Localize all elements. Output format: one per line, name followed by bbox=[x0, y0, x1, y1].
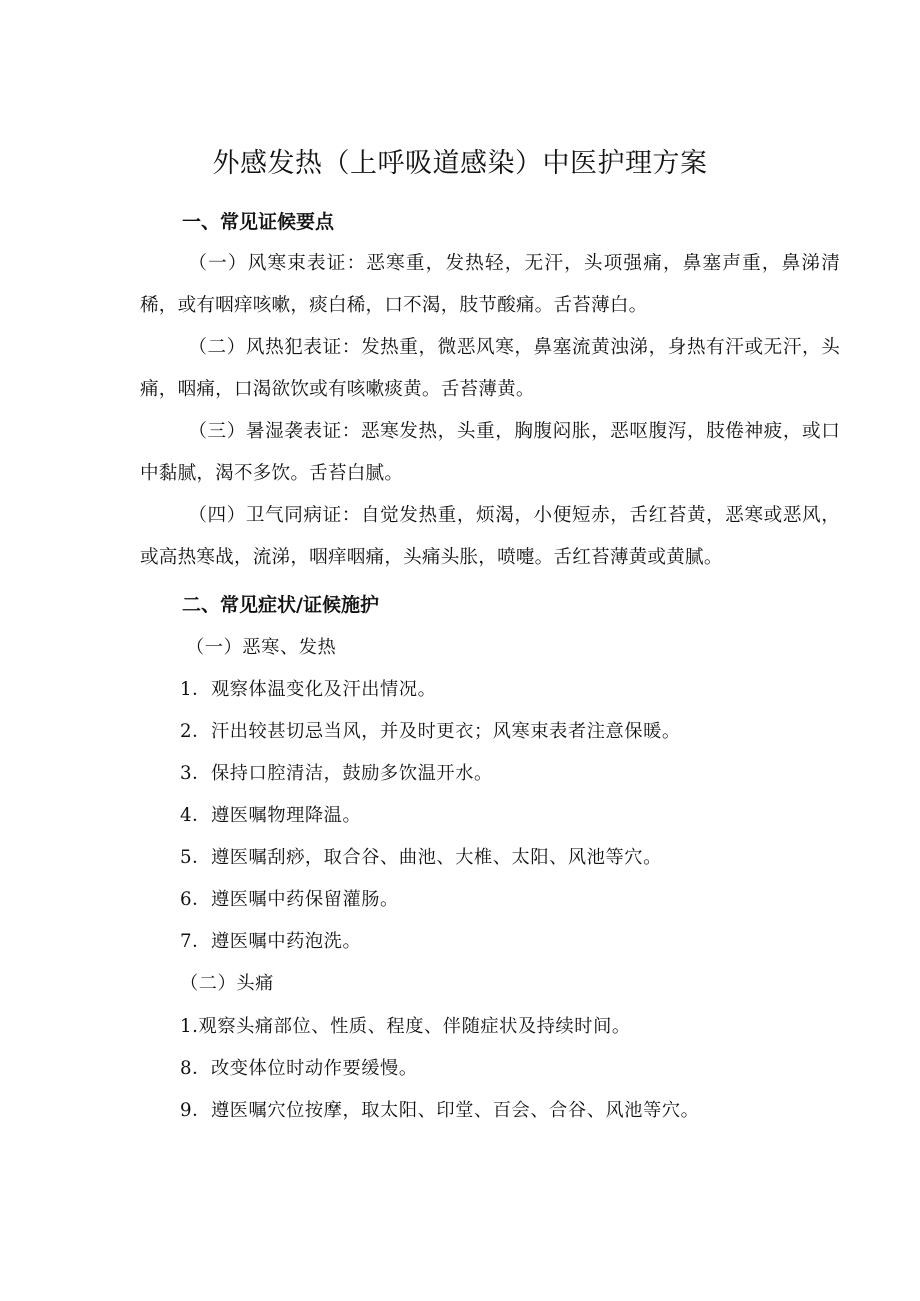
list-item: 2．汗出较甚切忌当风，并及时更衣；风寒束表者注意保暖。 bbox=[180, 721, 681, 742]
document-title: 外感发热（上呼吸道感染）中医护理方案 bbox=[212, 148, 708, 179]
list-item: 3．保持口腔清洁，鼓励多饮温开水。 bbox=[180, 763, 493, 784]
section-heading-nursing-care: 二、常见症状/证候施护 bbox=[182, 594, 379, 616]
list-item: 8．改变体位时动作要缓慢。 bbox=[180, 1058, 418, 1079]
syndrome-paragraph-1: （一）风寒束表证：恶寒重，发热轻，无汗，头项强痛，鼻塞声重，鼻涕清稀，或有咽痒咳嗽，痰白稀，口不渴，肢节酸痛。舌苔薄白。 bbox=[140, 253, 840, 316]
subsection-label-chills-fever: （一）恶寒、发热 bbox=[186, 637, 337, 658]
list-item: 9．遵医嘱穴位按摩，取太阳、印堂、百会、合谷、风池等穴。 bbox=[180, 1100, 700, 1121]
list-item: 7．遵医嘱中药泡洗。 bbox=[180, 931, 362, 952]
subsection-label-headache: （二）头痛 bbox=[180, 973, 274, 994]
list-item: 5．遵医嘱刮痧，取合谷、曲池、大椎、太阳、风池等穴。 bbox=[180, 847, 662, 868]
list-item: 4．遵医嘱物理降温。 bbox=[180, 805, 362, 826]
syndrome-paragraph-4: （四）卫气同病证：自觉发热重，烦渴，小便短赤，舌红苔黄，恶寒或恶风，或高热寒战，流涕，咽痒咽痛，头痛头胀，喷嚏。舌红苔薄黄或黄腻。 bbox=[140, 505, 840, 568]
list-item: 6．遵医嘱中药保留灌肠。 bbox=[180, 889, 399, 910]
list-item: 1.观察头痛部位、性质、程度、伴随症状及持续时间。 bbox=[180, 1016, 631, 1037]
section-heading-common-syndromes: 一、常见证候要点 bbox=[182, 211, 335, 233]
list-item: 1．观察体温变化及汗出情况。 bbox=[180, 679, 437, 700]
syndrome-paragraph-3: （三）暑湿袭表证：恶寒发热，头重，胸腹闷胀，恶呕腹泻，肢倦神疲，或口中黏腻，渴不多饮。舌苔白腻。 bbox=[140, 421, 840, 484]
syndrome-paragraph-2: （二）风热犯表证：发热重，微恶风寒，鼻塞流黄浊涕，身热有汗或无汗，头痛，咽痛，口渴欲饮或有咳嗽痰黄。舌苔薄黄。 bbox=[140, 337, 840, 400]
